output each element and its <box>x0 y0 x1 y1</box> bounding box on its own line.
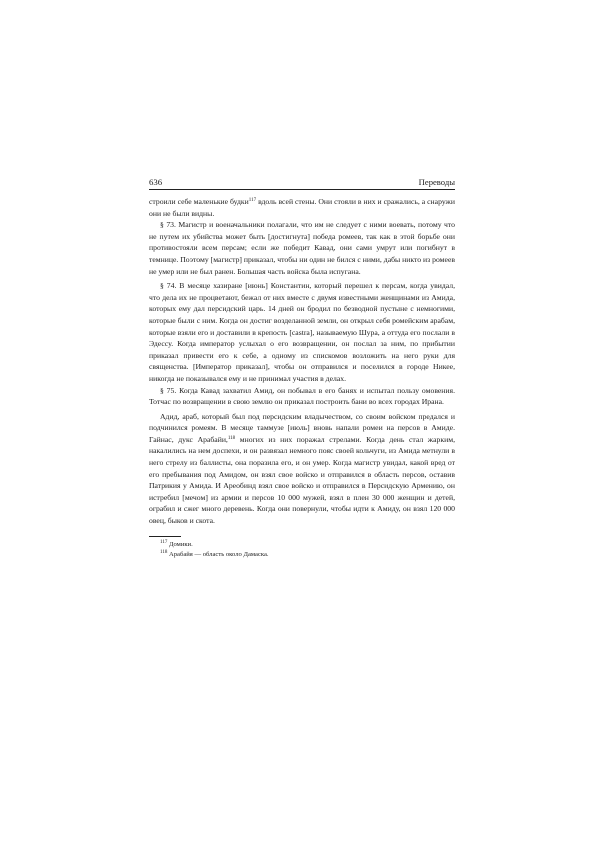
running-header <box>149 176 455 190</box>
paragraph-adid <box>149 411 455 527</box>
footnote-number: 118 <box>160 549 168 555</box>
text-run: Адид, араб, который был под персидским владычеством, со своим войском предался и подчинился ромеям. В месяце таммузе [июль] вновь напали ромеи на персов в Амиде. Гайнас, дукс Арабайи, <box>149 411 455 444</box>
paragraph-continuation <box>149 196 455 219</box>
paragraph-75: § 75. Когда Кавад захватил Амид, он побывал в его банях и испытал пользу омовения. Тотчас по возвращении в свою землю он приказал построить бани во всех городах Ирана. <box>149 385 455 407</box>
section-title: Переводы <box>418 177 455 187</box>
paragraph-73: § 73. Магистр и военачальники полагали, что им не следует с ними воевать, потому что не путем их убийства может быть [достигнута] победа ромеев, так как в этой борьбе они противостояли всем персам; если же победит Кавад, они сами умрут или погибнут в темнице. Поэтому [магистр] приказал, чтобы ни один не бился с ними, дабы никто из ромеев не умер или не был ранен. Большая часть войска была испугана. <box>149 220 455 276</box>
footnote-ref-117: 117 <box>248 198 257 203</box>
paragraph-74: § 74. В месяце хазиране [июнь] Константин, который перешел к персам, когда увидал, что дела их не процветают, бежал от них вместе с двумя известными женщинами из Амида, которых ему дал персидский царь. 14 дней он бродил по безводной пустыне с немногими, которые были с ним. Когда он достиг возделанной земли, он открыл себя ромейским арабам, которые взяли его и доставили в крепость [castra], называемую Шура, а оттуда его послали в Эдессу. Когда император услыхал о его возвращении, он послал за ним, по прибытии приказал привести его к себе, а одному из спискомов возложить на него руки для священства. [Император приказал], чтобы он отправился и поселился в городе Никее, никогда не показывался ему и не принимал участия в делах. <box>149 281 455 383</box>
footnote-118 <box>149 550 455 560</box>
footnote-117 <box>149 540 455 550</box>
footnote-rule <box>149 536 181 537</box>
footnote-text: Арабайя — область около Дамаска. <box>167 550 269 558</box>
footnote-ref-118: 118 <box>227 435 236 441</box>
text-run: многих из них поражал стрелами. Когда день стал жарким, накалились на нем доспехи, и он развязал немного пояс своей кольчуги, из Амида метнули в него стрелу из баллисты, она поразила его, и он умер. Когда магистр увидал, какой вред от его пребывания под Амидом, он взял свое войско и отправился в область персов, оставив Патрикия у Амида. И Ареобинд взял свое войско и отправился в Персидскую Армению, он истребил [мечом] из армии и персов 10 000 мужей, взял в плен 30 000 женщин и детей, ограбил и сжег много деревень. Когда они повернули, чтобы идти к Амиду, он взял 120 000 овец, быков и скота. <box>149 434 455 526</box>
footnote-text: Домики. <box>167 540 193 548</box>
body-text <box>149 196 455 527</box>
text-run: строили себе маленькие будки <box>149 197 249 206</box>
book-page <box>149 176 455 560</box>
footnotes <box>149 540 455 560</box>
page-number: 636 <box>149 177 163 187</box>
text-run: вдоль всей стены. Они стояли в них и сражались, а снаружи они не были видны. <box>149 197 455 218</box>
footnote-number: 117 <box>160 539 168 545</box>
